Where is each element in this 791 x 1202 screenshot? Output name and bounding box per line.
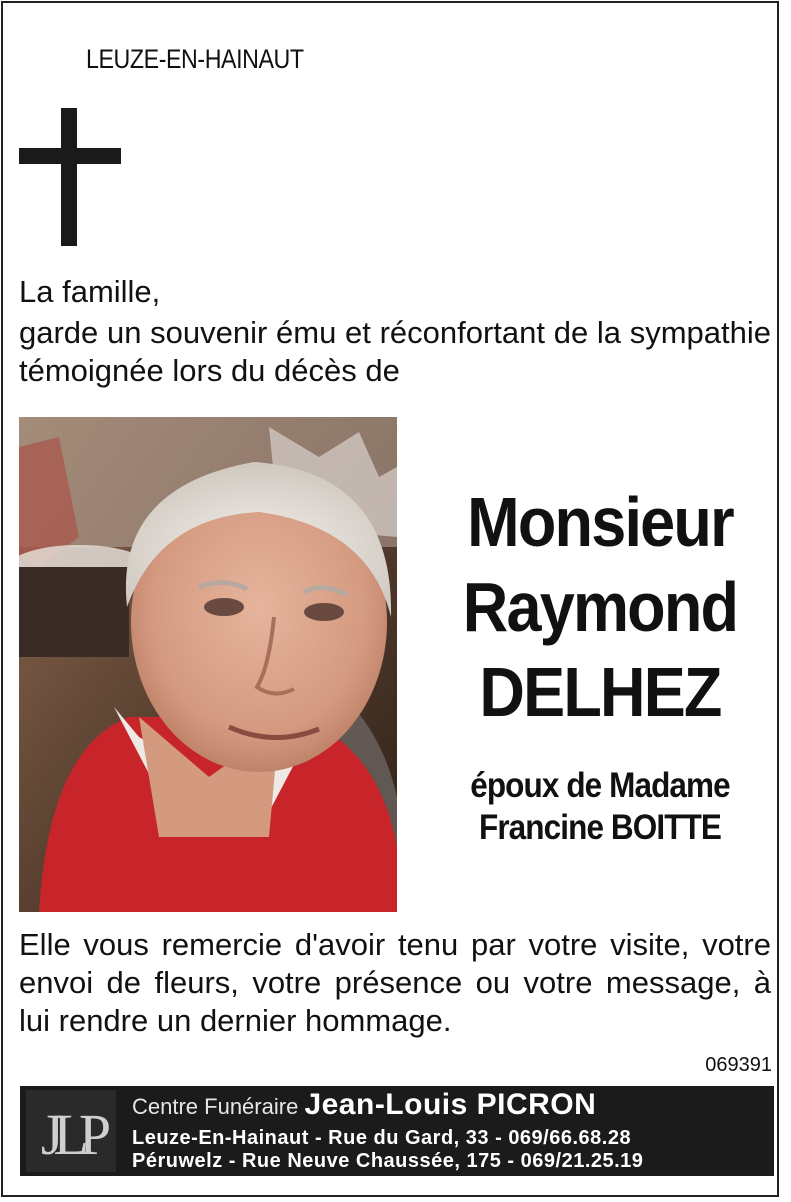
intro-family: La famille,: [19, 274, 161, 309]
portrait-photo: [19, 417, 397, 912]
svg-text:JLP: JLP: [40, 1102, 102, 1167]
cross-icon: [19, 108, 121, 246]
funeral-home-brand: Jean-Louis PICRON: [304, 1088, 597, 1121]
spouse-line-2: Francine BOITTE: [478, 808, 722, 847]
deceased-last-name: DELHEZ: [479, 653, 721, 731]
deceased-first-name: Raymond: [462, 568, 738, 646]
intro-text: garde un souvenir ému et réconfortant de la sympathie témoignée lors du décès de: [19, 315, 771, 388]
location-heading: LEUZE-EN-HAINAUT: [86, 44, 304, 74]
spouse-line-1: époux de Madame: [470, 766, 730, 805]
reference-number: 069391: [705, 1054, 772, 1076]
funeral-home-banner: [20, 1086, 774, 1176]
deceased-title: Monsieur: [467, 483, 733, 561]
address-leuze: Leuze-En-Hainaut - Rue du Gard, 33 - 069/66.68.28: [132, 1127, 632, 1149]
closing-text: Elle vous remercie d'avoir tenu par votre visite, votre envoi de fleurs, votre présence ou votre message, à lui rendre un dernier hommage.: [19, 927, 771, 1038]
funeral-home-prefix: Centre Funéraire: [132, 1094, 299, 1119]
address-peruwelz: Péruwelz - Rue Neuve Chaussée, 175 - 069/21.25.19: [132, 1150, 644, 1172]
funeral-home-name: [132, 1088, 596, 1122]
jlp-logo-icon: [26, 1090, 116, 1172]
